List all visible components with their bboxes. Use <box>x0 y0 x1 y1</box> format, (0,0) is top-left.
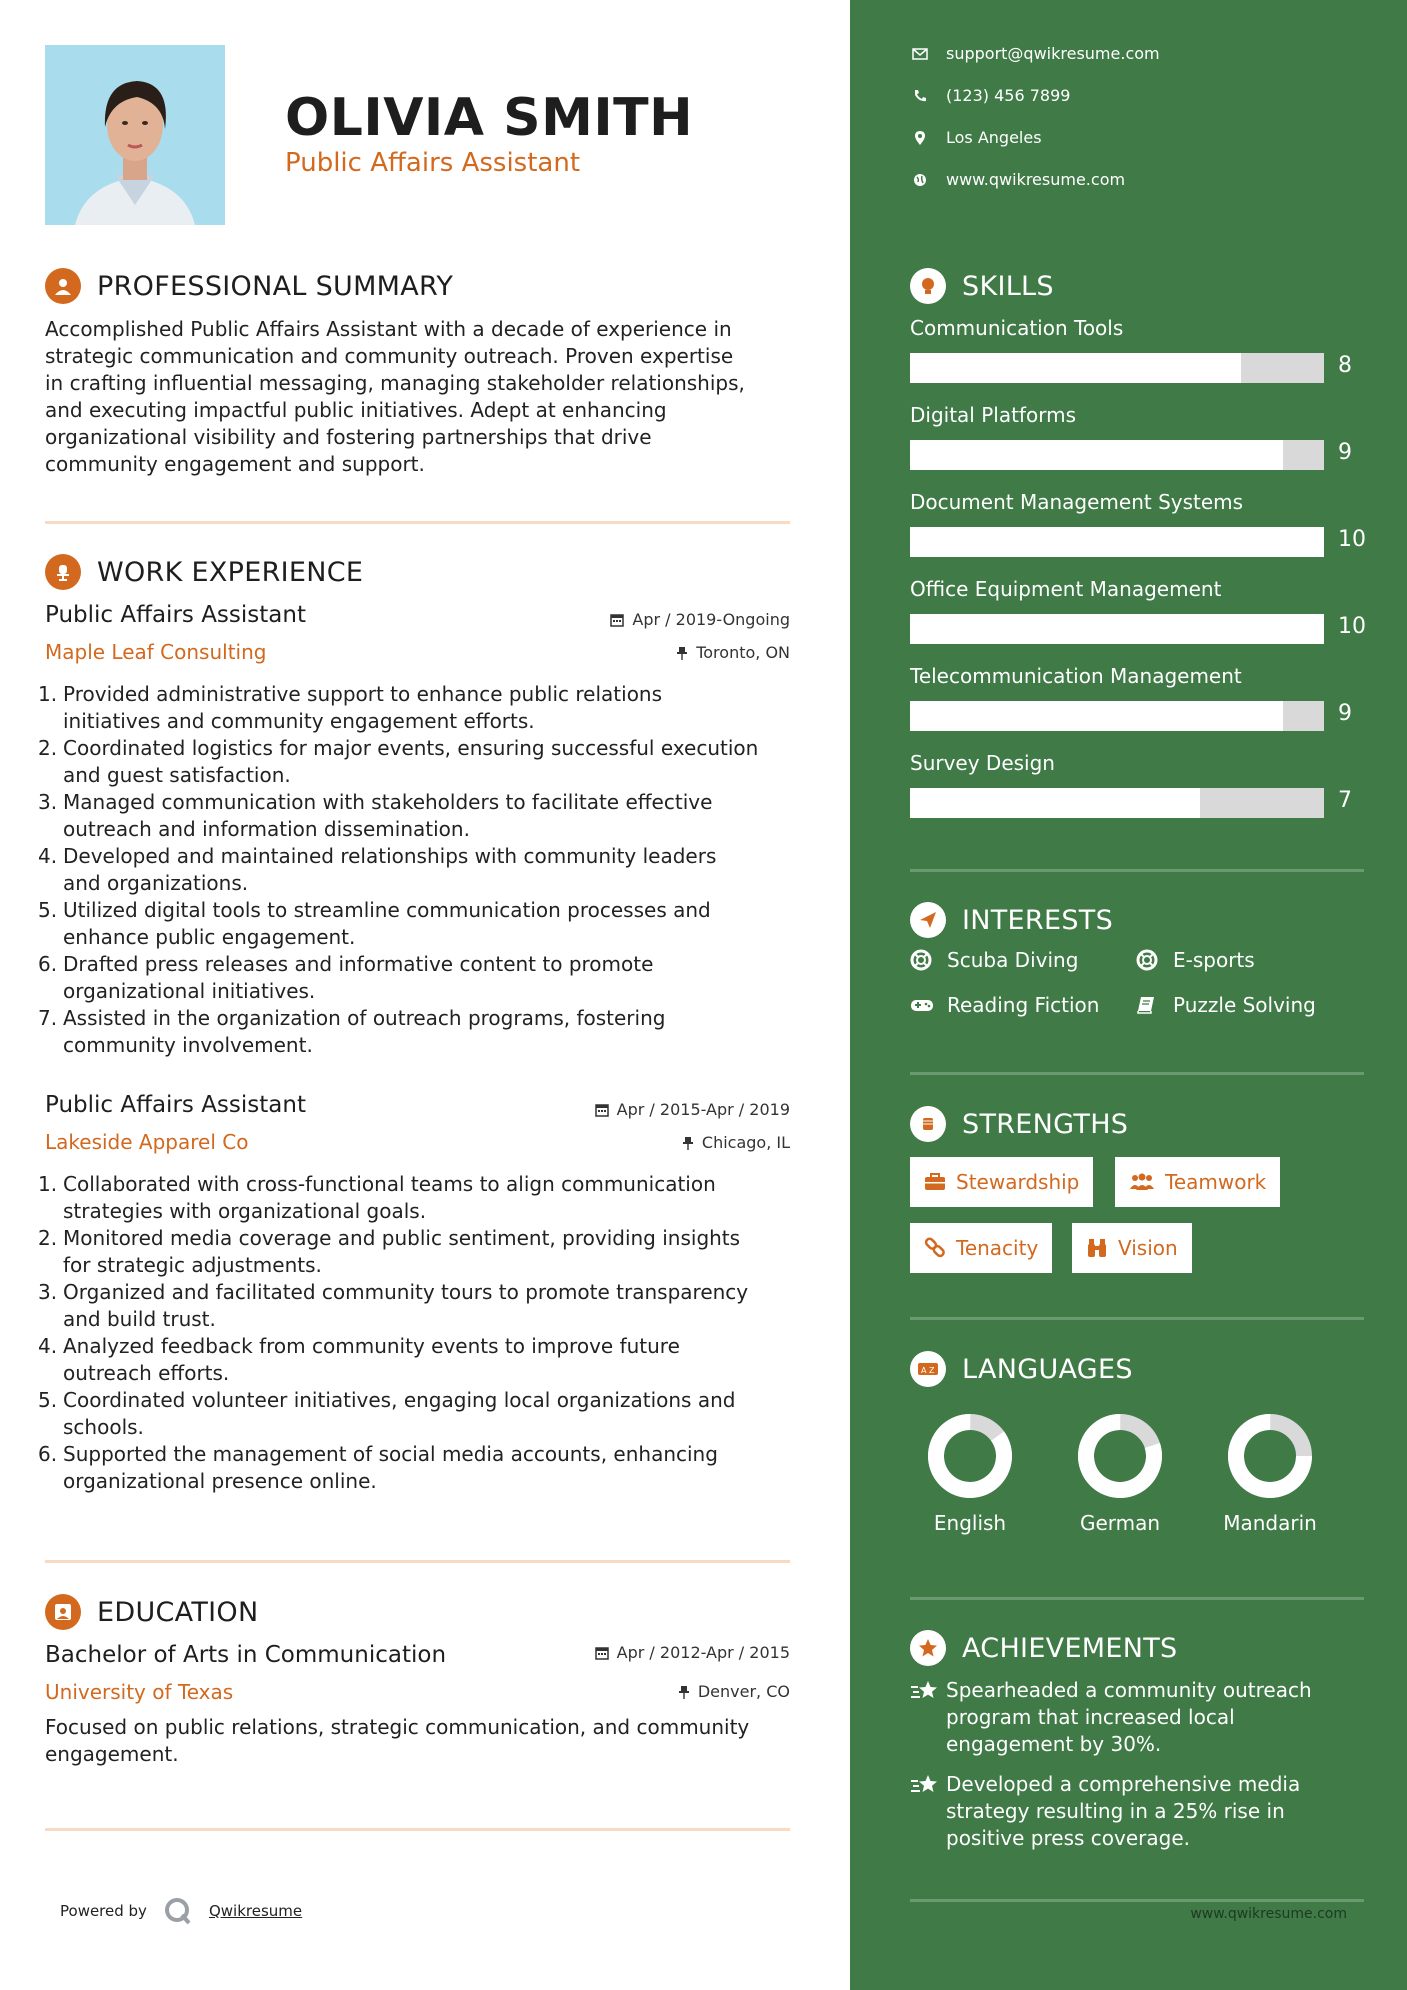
globe-icon <box>910 173 930 187</box>
divider <box>910 869 1364 872</box>
job-duties-list <box>38 681 798 1059</box>
summary-line: Accomplished Public Affairs Assistant with a decade of experience in <box>45 317 732 341</box>
job-date <box>595 1100 790 1119</box>
job-title: Public Affairs Assistant <box>45 602 306 628</box>
interest-item <box>910 993 1099 1017</box>
list-item: 5. Coordinated volunteer initiatives, engaging local organizations and schools. <box>38 1388 736 1439</box>
skill-bar-fill <box>910 527 1324 557</box>
list-item: 2. Coordinated logistics for major events, ensuring successful execution and guest satisfaction. <box>38 736 759 787</box>
job-location-text: Chicago, IL <box>701 1133 790 1152</box>
skill-bar-fill <box>910 701 1283 731</box>
candidate-name: OLIVIA SMITH <box>285 88 694 148</box>
map-marker-icon <box>910 130 930 146</box>
list-item: 1. Provided administrative support to enhance public relations initiatives and community engagement efforts. <box>38 682 663 733</box>
skill-name: Telecommunication Management <box>910 664 1242 688</box>
profile-photo <box>45 45 225 225</box>
divider <box>45 1828 790 1831</box>
interest-label: Scuba Diving <box>947 948 1079 972</box>
divider <box>45 1560 790 1563</box>
email-text[interactable]: support@qwikresume.com <box>946 44 1160 63</box>
contact-phone <box>910 86 1070 105</box>
language-name: Mandarin <box>1223 1511 1317 1535</box>
degree-title: Bachelor of Arts in Communication <box>45 1642 447 1668</box>
strength-badge <box>1115 1157 1280 1207</box>
job-date-text: Apr / 2015-Apr / 2019 <box>616 1100 790 1119</box>
svg-text:A: A <box>921 1366 927 1375</box>
job-title: Public Affairs Assistant <box>45 1092 306 1118</box>
location-text: Los Angeles <box>946 128 1042 147</box>
school-name: University of Texas <box>45 1680 234 1704</box>
users-icon <box>1129 1173 1155 1191</box>
contact-website <box>910 170 1125 189</box>
achievement-line: positive press coverage. <box>946 1826 1190 1850</box>
summary-line: strategic communication and community outreach. Proven expertise <box>45 344 734 368</box>
skill-bar <box>910 527 1324 557</box>
education-location <box>678 1682 790 1701</box>
strength-badge <box>910 1223 1052 1273</box>
skill-bar-fill <box>910 440 1283 470</box>
interest-item <box>1136 993 1316 1017</box>
list-item: 3. Organized and facilitated community tours to promote transparency and build trust. <box>38 1280 749 1331</box>
list-item: 6. Supported the management of social media accounts, enhancing organizational presence online. <box>38 1442 718 1493</box>
section-title: LANGUAGES <box>962 1353 1133 1385</box>
section-header-skills <box>910 268 1054 304</box>
footer-powered-by <box>60 1896 302 1926</box>
strength-badge <box>910 1157 1093 1207</box>
job-location-text: Toronto, ON <box>696 643 790 662</box>
phone-icon <box>910 89 930 103</box>
language-level-gauge <box>1227 1413 1313 1499</box>
skill-bar-fill <box>910 788 1200 818</box>
shooting-star-icon <box>910 1679 946 1758</box>
achievement-line: program that increased local <box>946 1705 1235 1729</box>
education-description <box>45 1714 790 1768</box>
achievement-line: engagement by 30%. <box>946 1732 1162 1756</box>
achievement-item <box>910 1677 1370 1758</box>
shooting-star-icon <box>910 1773 946 1852</box>
link-icon <box>924 1237 946 1259</box>
skill-name: Communication Tools <box>910 316 1124 340</box>
language-item <box>1210 1413 1330 1535</box>
language-name: English <box>933 1511 1007 1535</box>
strength-badge <box>1072 1223 1192 1273</box>
skill-bar <box>910 614 1324 644</box>
education-location-text: Denver, CO <box>697 1682 790 1701</box>
list-item: 4. Analyzed feedback from community events to improve future outreach efforts. <box>38 1334 680 1385</box>
footer-website[interactable]: www.qwikresume.com <box>1190 1906 1347 1922</box>
interest-item <box>1136 948 1255 972</box>
job-date-text: Apr / 2019-Ongoing <box>632 610 790 629</box>
summary-line: organizational visibility and fostering partnerships that drive <box>45 425 652 449</box>
svg-text:Z: Z <box>929 1366 935 1375</box>
skill-value: 9 <box>1338 440 1352 465</box>
skill-name: Survey Design <box>910 751 1055 775</box>
skill-bar <box>910 353 1324 383</box>
education-date <box>595 1643 790 1662</box>
skill-bar <box>910 788 1324 818</box>
skill-bar <box>910 701 1324 731</box>
section-header-achievements <box>910 1630 1178 1666</box>
language-name: German <box>1079 1511 1161 1535</box>
graduate-icon <box>45 1594 81 1630</box>
qwikresume-link[interactable]: Qwikresume <box>208 1902 303 1920</box>
paper-plane-icon <box>910 902 946 938</box>
life-ring-icon <box>910 949 936 971</box>
list-item: 4. Developed and maintained relationships with community leaders and organizations. <box>38 844 717 895</box>
section-title: WORK EXPERIENCE <box>97 556 364 588</box>
skill-value: 7 <box>1338 788 1352 813</box>
phone-text: (123) 456 7899 <box>946 86 1071 105</box>
candidate-title: Public Affairs Assistant <box>285 148 581 178</box>
skill-value: 10 <box>1338 614 1366 639</box>
pin-icon <box>678 1685 690 1699</box>
section-header-summary <box>45 268 453 304</box>
summary-text <box>45 316 790 478</box>
divider <box>910 1899 1364 1902</box>
education-line: Focused on public relations, strategic communication, and community <box>45 1715 750 1739</box>
interest-label: Reading Fiction <box>947 993 1100 1017</box>
section-header-strengths <box>910 1106 1128 1142</box>
calendar-icon <box>595 1103 609 1117</box>
job-location <box>676 643 790 662</box>
list-item: 5. Utilized digital tools to streamline communication processes and enhance public engagement. <box>38 898 711 949</box>
divider <box>45 521 790 524</box>
sidebar <box>850 0 1407 1990</box>
company-name: Lakeside Apparel Co <box>45 1130 249 1154</box>
list-item: 3. Managed communication with stakeholders to facilitate effective outreach and information dissemination. <box>38 790 713 841</box>
list-item: 7. Assisted in the organization of outreach programs, fostering community involvement. <box>38 1006 666 1057</box>
strength-label: Teamwork <box>1165 1170 1267 1194</box>
skill-bar-fill <box>910 353 1241 383</box>
contact-email <box>910 44 1160 63</box>
job-location <box>682 1133 790 1152</box>
life-ring-icon <box>1136 949 1162 971</box>
powered-by-label: Powered by <box>60 1902 147 1920</box>
job-date <box>610 610 790 629</box>
calendar-icon <box>595 1646 609 1660</box>
language-item <box>1060 1413 1180 1535</box>
interest-label: Puzzle Solving <box>1173 993 1316 1017</box>
user-icon <box>45 268 81 304</box>
fist-icon <box>910 1106 946 1142</box>
section-title: SKILLS <box>962 270 1054 302</box>
strength-label: Tenacity <box>956 1236 1039 1260</box>
briefcase-icon <box>924 1173 946 1191</box>
interest-label: E-sports <box>1173 948 1255 972</box>
envelope-icon <box>910 48 930 60</box>
gauge-fill <box>1077 1413 1163 1499</box>
list-item: 6. Drafted press releases and informative content to promote organizational initiatives. <box>38 952 654 1003</box>
gauge-fill <box>927 1413 1013 1499</box>
section-header-work <box>45 554 363 590</box>
divider <box>910 1317 1364 1320</box>
summary-line: and executing impactful public initiatives. Adept at enhancing <box>45 398 667 422</box>
gamepad-icon <box>910 997 936 1013</box>
pin-icon <box>682 1136 694 1150</box>
binoculars-icon <box>1086 1238 1108 1258</box>
skill-value: 9 <box>1338 701 1352 726</box>
achievement-line: Developed a comprehensive media <box>946 1772 1301 1796</box>
skill-value: 10 <box>1338 527 1366 552</box>
divider <box>910 1072 1364 1075</box>
achievement-line: strategy resulting in a 25% rise in <box>946 1799 1285 1823</box>
section-header-interests <box>910 902 1113 938</box>
skill-value: 8 <box>1338 353 1352 378</box>
language-level-gauge <box>927 1413 1013 1499</box>
section-header-languages <box>910 1351 1133 1387</box>
divider <box>910 1597 1364 1600</box>
summary-line: in crafting influential messaging, managing stakeholder relationships, <box>45 371 745 395</box>
education-date-text: Apr / 2012-Apr / 2015 <box>616 1643 790 1662</box>
skill-bar <box>910 440 1324 470</box>
language-level-gauge <box>1077 1413 1163 1499</box>
book-icon <box>1136 995 1162 1015</box>
section-title: STRENGTHS <box>962 1108 1129 1140</box>
calendar-icon <box>610 613 624 627</box>
section-title: PROFESSIONAL SUMMARY <box>97 270 454 302</box>
strength-label: Stewardship <box>956 1170 1080 1194</box>
lightbulb-icon <box>910 268 946 304</box>
star-badge-icon <box>910 1630 946 1666</box>
company-name: Maple Leaf Consulting <box>45 640 267 664</box>
summary-line: community engagement and support. <box>45 452 425 476</box>
education-line: engagement. <box>45 1742 179 1766</box>
interest-item <box>910 948 1078 972</box>
list-item: 1. Collaborated with cross-functional teams to align communication strategies with organizational goals. <box>38 1172 716 1223</box>
language-item <box>910 1413 1030 1535</box>
skill-name: Office Equipment Management <box>910 577 1222 601</box>
pin-icon <box>676 646 688 660</box>
strength-label: Vision <box>1118 1236 1178 1260</box>
skill-name: Document Management Systems <box>910 490 1244 514</box>
skill-bar-fill <box>910 614 1324 644</box>
job-duties-list <box>38 1171 798 1495</box>
achievement-item <box>910 1771 1370 1852</box>
section-title: ACHIEVEMENTS <box>962 1632 1178 1664</box>
language-icon <box>910 1351 946 1387</box>
list-item: 2. Monitored media coverage and public sentiment, providing insights for strategic adjustments. <box>38 1226 741 1277</box>
website-text[interactable]: www.qwikresume.com <box>946 170 1126 189</box>
qwikresume-logo-icon <box>163 1896 193 1926</box>
achievement-line: Spearheaded a community outreach <box>946 1678 1312 1702</box>
section-title: EDUCATION <box>97 1596 259 1628</box>
briefcase-chair-icon <box>45 554 81 590</box>
section-title: INTERESTS <box>962 904 1114 936</box>
contact-location <box>910 128 1042 147</box>
skill-name: Digital Platforms <box>910 403 1076 427</box>
section-header-education <box>45 1594 258 1630</box>
